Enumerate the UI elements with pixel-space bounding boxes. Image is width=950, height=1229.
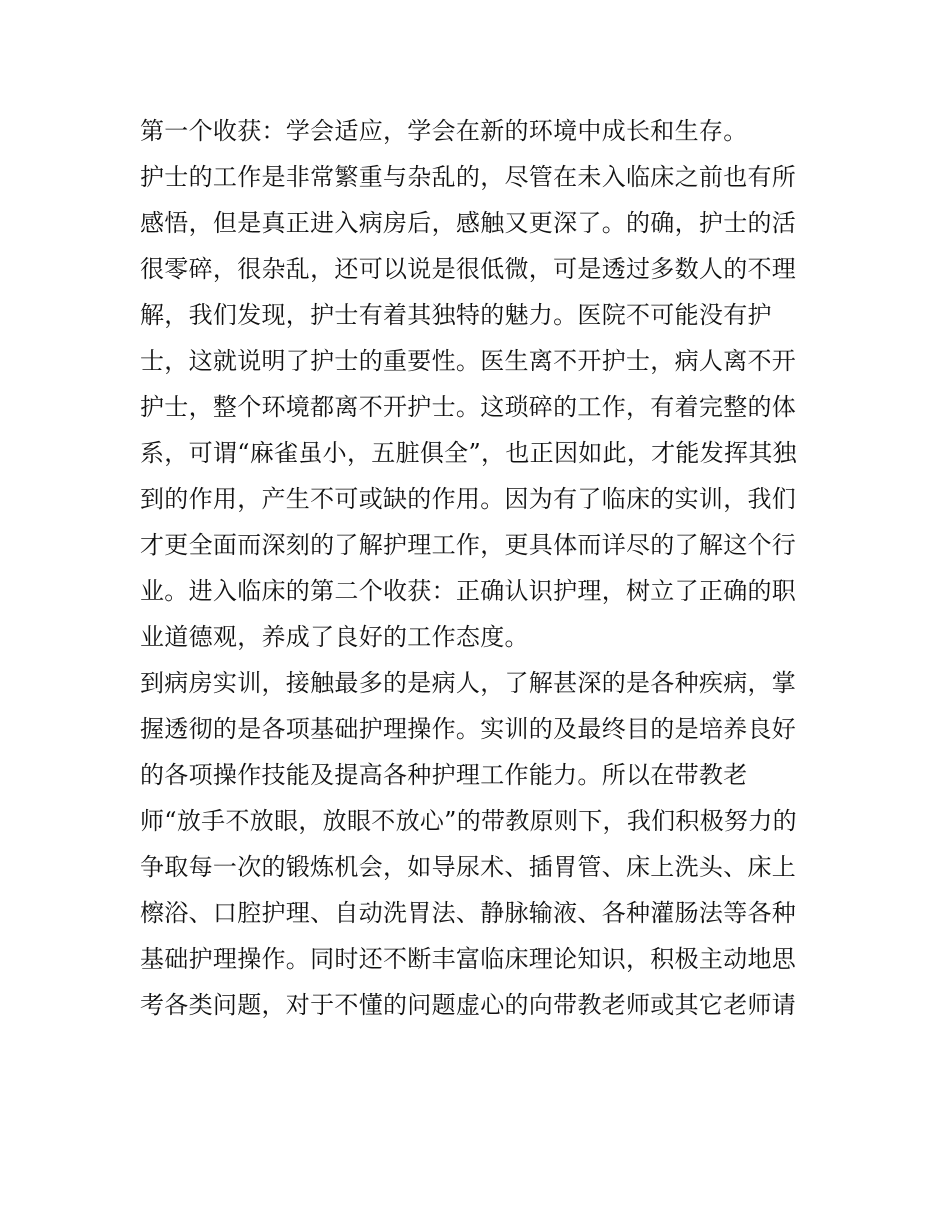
text-line: 才更全面而深刻的了解护理工作，更具体而详尽的了解这个行 xyxy=(140,531,797,559)
text-line: 业。进入临床的第二个收获：正确认识护理，树立了正确的职 xyxy=(140,577,797,605)
text-line: 檫浴、口腔护理、自动洗胃法、静脉输液、各种灌肠法等各种 xyxy=(140,899,797,927)
text-line: 第一个收获：学会适应，学会在新的环境中成长和生存。 xyxy=(140,117,748,145)
text-line: 系，可谓“麻雀虽小，五脏俱全”，也正因如此，才能发挥其独 xyxy=(140,439,797,467)
text-line: 基础护理操作。同时还不断丰富临床理论知识，积极主动地思 xyxy=(140,945,797,973)
text-line: 的各项操作技能及提高各种护理工作能力。所以在带教老 xyxy=(140,761,748,789)
text-line: 护士的工作是非常繁重与杂乱的，尽管在未入临床之前也有所 xyxy=(140,163,797,191)
text-line: 到病房实训，接触最多的是病人，了解甚深的是各种疾病，掌 xyxy=(140,669,797,697)
body-text xyxy=(140,108,830,1028)
text-line: 握透彻的是各项基础护理操作。实训的及最终目的是培养良好 xyxy=(140,715,797,743)
text-line: 师“放手不放眼，放眼不放心”的带教原则下，我们积极努力的 xyxy=(140,807,797,835)
text-line: 解，我们发现，护士有着其独特的魅力。医院不可能没有护 xyxy=(140,301,772,329)
text-line: 护士，整个环境都离不开护士。这琐碎的工作，有着完整的体 xyxy=(140,393,797,421)
text-line: 感悟，但是真正进入病房后，感触又更深了。的确，护士的活 xyxy=(140,209,797,237)
text-line: 业道德观，养成了良好的工作态度。 xyxy=(140,623,529,651)
text-line: 到的作用，产生不可或缺的作用。因为有了临床的实训，我们 xyxy=(140,485,797,513)
text-line: 争取每一次的锻炼机会，如导尿术、插胃管、床上洗头、床上 xyxy=(140,853,797,881)
text-line: 考各类问题，对于不懂的问题虚心的向带教老师或其它老师请 xyxy=(140,991,797,1019)
text-line: 士，这就说明了护士的重要性。医生离不开护士，病人离不开 xyxy=(140,347,797,375)
text-line: 很零碎，很杂乱，还可以说是很低微，可是透过多数人的不理 xyxy=(140,255,797,283)
